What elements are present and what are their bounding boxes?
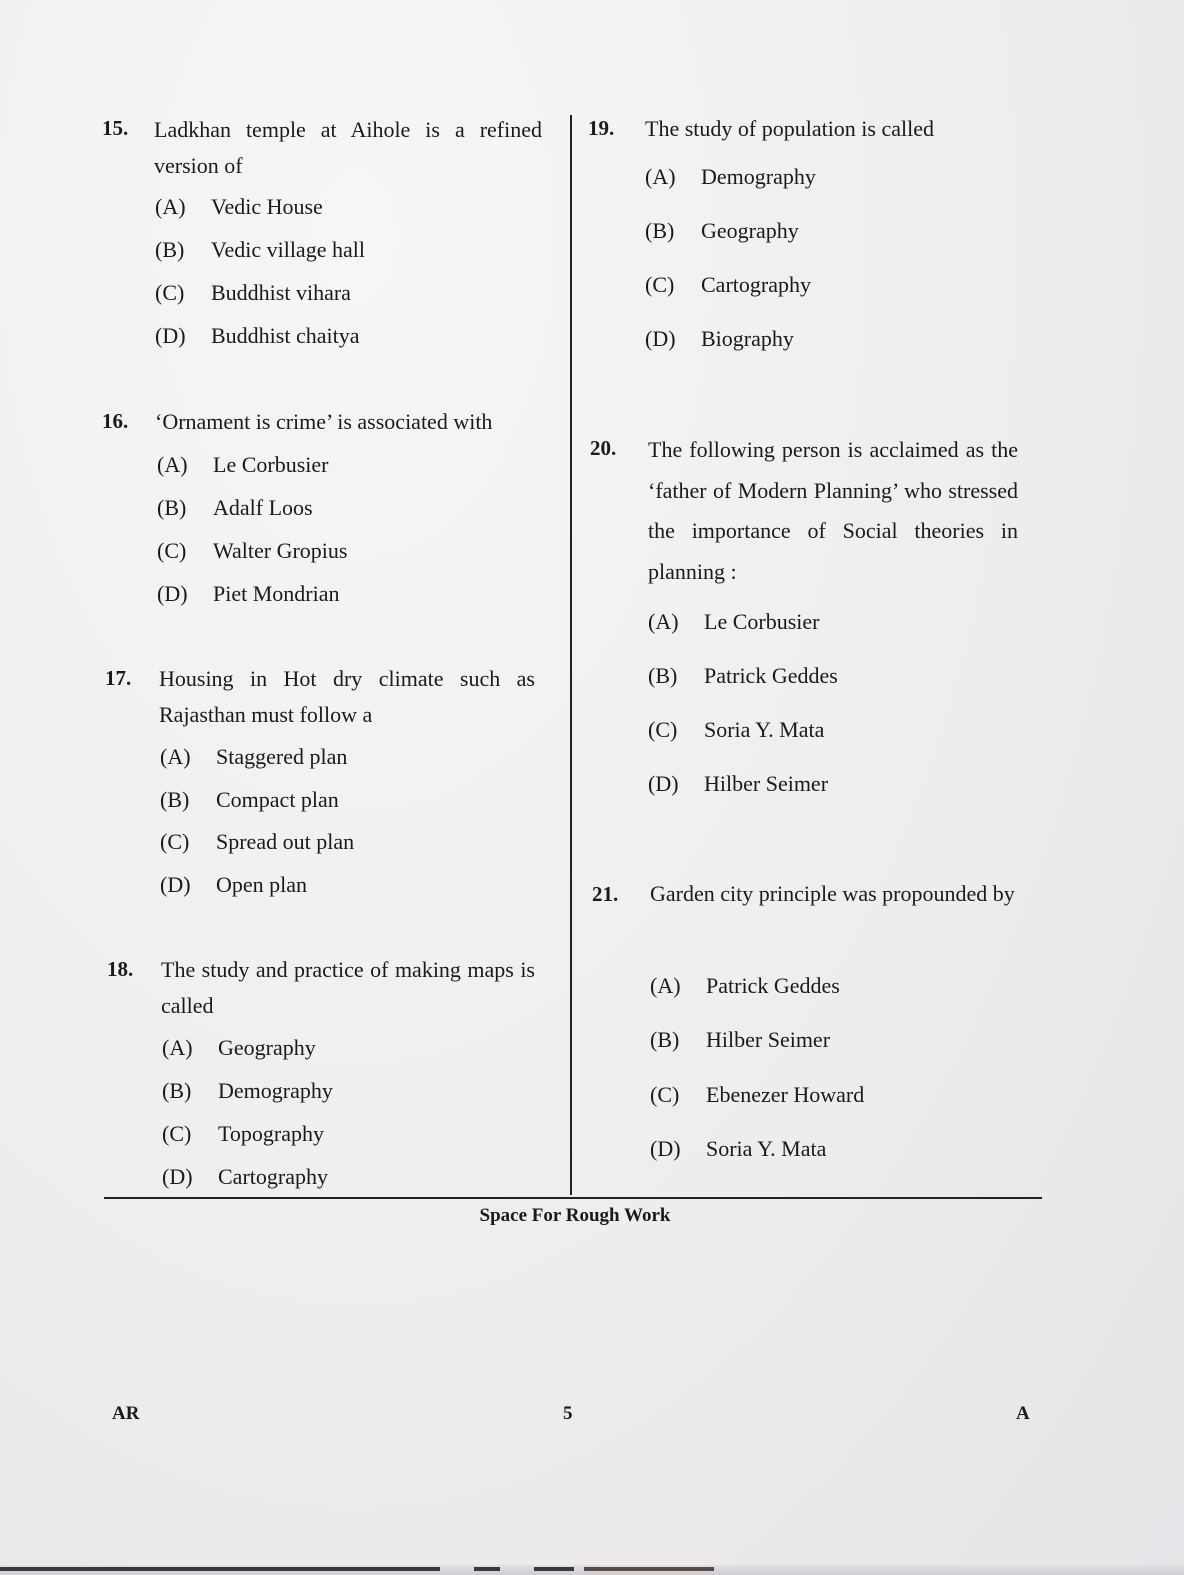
rough-work-divider [104, 1197, 1042, 1199]
option-letter: (B) [155, 237, 185, 262]
question-21 [592, 873, 1022, 914]
option-letter: (A) [648, 609, 679, 634]
question-stem: The study and practice of making maps is called [161, 957, 535, 1018]
option-text: Vedic House [211, 194, 323, 219]
page-number: 5 [563, 1403, 573, 1424]
column-divider [570, 115, 572, 1195]
option-text: Staggered plan [216, 744, 348, 769]
option-21-d [650, 1136, 826, 1162]
question-stem: The following person is acclaimed as the ‘father of Modern Planning’ who stressed the importance of Social theories in planning : [648, 437, 1018, 584]
question-19 [588, 111, 1024, 147]
option-letter: (D) [160, 872, 191, 897]
option-text: Hilber Seimer [706, 1027, 831, 1052]
option-20-b [648, 663, 838, 689]
option-text: Patrick Geddes [704, 663, 838, 688]
question-number: 21. [592, 882, 619, 906]
option-21-b [650, 1027, 830, 1053]
question-stem: ‘Ornament is crime’ is associated with [155, 409, 493, 434]
question-17 [105, 661, 535, 733]
option-21-a [650, 973, 840, 999]
question-20 [590, 430, 1018, 592]
option-19-a [645, 164, 816, 190]
option-letter: (C) [645, 272, 675, 297]
option-letter: (D) [155, 323, 186, 348]
option-text: Ebenezer Howard [706, 1082, 865, 1107]
question-stem: Housing in Hot dry climate such as Rajasthan must follow a [159, 666, 535, 727]
option-text: Buddhist vihara [211, 280, 351, 305]
option-16-b [157, 495, 313, 521]
option-17-d [160, 872, 307, 898]
option-letter: (D) [648, 771, 679, 796]
option-letter: (C) [648, 717, 678, 742]
question-number: 17. [105, 666, 132, 690]
option-text: Piet Mondrian [213, 581, 340, 606]
option-16-d [157, 581, 340, 607]
option-text: Cartography [701, 272, 811, 297]
option-text: Vedic village hall [211, 237, 365, 262]
option-15-a [155, 194, 323, 220]
option-text: Demography [701, 164, 816, 189]
option-18-d [162, 1164, 328, 1190]
option-letter: (D) [645, 326, 676, 351]
option-19-b [645, 218, 799, 244]
option-text: Soria Y. Mata [704, 717, 825, 742]
question-stem: Garden city principle was propounded by [650, 881, 1015, 906]
option-text: Adalf Loos [213, 495, 313, 520]
option-20-c [648, 717, 824, 743]
option-letter: (C) [650, 1082, 680, 1107]
option-text: Hilber Seimer [704, 771, 829, 796]
option-text: Geography [218, 1035, 316, 1060]
option-text: Demography [218, 1078, 333, 1103]
scan-mark [534, 1567, 574, 1571]
option-letter: (A) [645, 164, 676, 189]
question-number: 18. [107, 957, 134, 981]
option-17-b [160, 787, 339, 813]
footer-series: A [1016, 1403, 1030, 1424]
option-letter: (B) [645, 218, 675, 243]
option-17-c [160, 829, 354, 855]
option-18-a [162, 1035, 316, 1061]
scan-mark [584, 1567, 714, 1571]
option-18-b [162, 1078, 333, 1104]
option-letter: (C) [160, 829, 190, 854]
question-15 [102, 112, 542, 184]
rough-work-label: Space For Rough Work [479, 1205, 671, 1226]
question-number: 15. [102, 116, 129, 140]
option-letter: (A) [160, 744, 191, 769]
scan-mark [474, 1567, 500, 1571]
option-text: Walter Gropius [213, 538, 348, 563]
question-18 [107, 952, 535, 1024]
question-number: 20. [590, 436, 617, 460]
option-text: Cartography [218, 1164, 328, 1189]
option-letter: (B) [650, 1027, 680, 1052]
option-15-c [155, 280, 351, 306]
option-letter: (C) [155, 280, 185, 305]
option-letter: (D) [157, 581, 188, 606]
option-text: Soria Y. Mata [706, 1136, 827, 1161]
option-text: Le Corbusier [704, 609, 820, 634]
question-stem: Ladkhan temple at Aihole is a refined version of [154, 117, 542, 178]
option-20-a [648, 609, 819, 635]
footer-code: AR [112, 1403, 140, 1424]
option-15-b [155, 237, 365, 263]
question-16 [102, 404, 542, 440]
option-text: Topography [218, 1121, 324, 1146]
option-text: Spread out plan [216, 829, 355, 854]
option-letter: (C) [157, 538, 187, 563]
question-number: 19. [588, 116, 615, 140]
option-19-c [645, 272, 811, 298]
option-15-d [155, 323, 359, 349]
option-letter: (C) [162, 1121, 192, 1146]
option-letter: (B) [157, 495, 187, 520]
scan-mark [0, 1567, 440, 1571]
option-text: Biography [701, 326, 794, 351]
option-letter: (B) [162, 1078, 192, 1103]
option-letter: (B) [160, 787, 190, 812]
question-stem: The study of population is called [645, 116, 934, 141]
option-text: Buddhist chaitya [211, 323, 360, 348]
option-text: Patrick Geddes [706, 973, 840, 998]
option-16-c [157, 538, 347, 564]
option-text: Open plan [216, 872, 308, 897]
option-text: Le Corbusier [213, 452, 329, 477]
option-letter: (A) [157, 452, 188, 477]
option-21-c [650, 1082, 864, 1108]
option-16-a [157, 452, 328, 478]
option-letter: (D) [162, 1164, 193, 1189]
option-18-c [162, 1121, 324, 1147]
option-text: Geography [701, 218, 799, 243]
option-letter: (B) [648, 663, 678, 688]
option-letter: (A) [650, 973, 681, 998]
option-20-d [648, 771, 828, 797]
option-text: Compact plan [216, 787, 339, 812]
option-letter: (A) [155, 194, 186, 219]
option-19-d [645, 326, 794, 352]
option-17-a [160, 744, 347, 770]
option-letter: (D) [650, 1136, 681, 1161]
option-letter: (A) [162, 1035, 193, 1060]
question-number: 16. [102, 409, 129, 433]
